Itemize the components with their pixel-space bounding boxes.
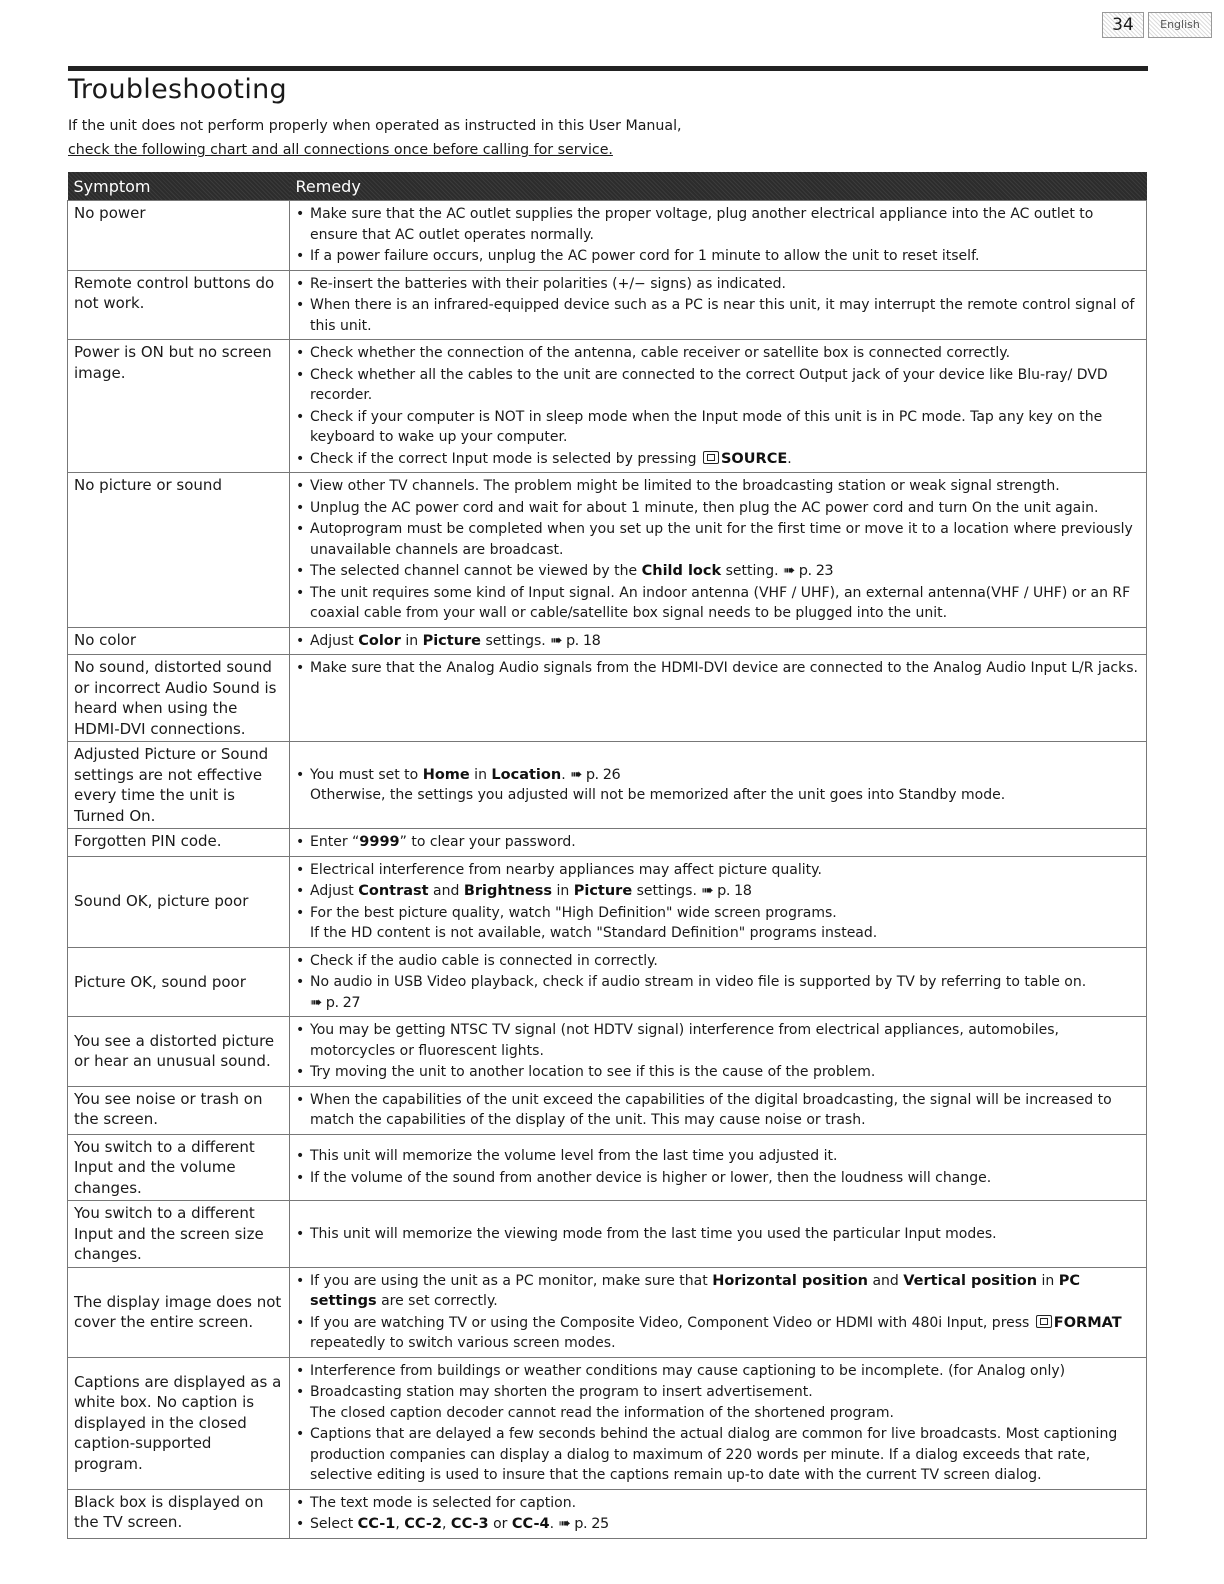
table-row (68, 201, 1147, 271)
table-row (68, 1489, 1147, 1538)
language-label: English (1148, 12, 1212, 38)
keyword: CC-2 (404, 1516, 443, 1532)
remedy-list (296, 476, 1140, 624)
table-row (68, 270, 1147, 340)
table-row (68, 627, 1147, 655)
keyword: CC-4 (511, 1516, 550, 1532)
header-remedy: Remedy (290, 172, 1147, 201)
remedy-cell (290, 1201, 1147, 1268)
format-icon (1036, 1315, 1052, 1328)
remedy-list (296, 631, 1140, 652)
remedy-cell (290, 1017, 1147, 1087)
table-row (68, 340, 1147, 473)
remedy-cell (290, 742, 1147, 829)
continuation-text: The closed caption decoder cannot read the information of the shortened program. (310, 1404, 894, 1421)
header-symptom: Symptom (68, 172, 290, 201)
table-row (68, 1134, 1147, 1201)
intro-line-2: check the following chart and all connections once before calling for service. (68, 142, 613, 158)
remedy-item: • When there is an infrared-equipped device such as a PC is near this unit, it may interrupt the remote control signal of this unit. (296, 295, 1140, 336)
remedy-item: • Make sure that the Analog Audio signals from the HDMI-DVI device are connected to the Analog Audio Input L/R jacks. (296, 658, 1140, 679)
keyword: 9999 (359, 834, 400, 850)
remedy-item: • View other TV channels. The problem might be limited to the broadcasting station or weak signal strength. (296, 476, 1140, 497)
continuation-text: Otherwise, the settings you adjusted will not be memorized after the unit goes into Standby mode. (310, 787, 1006, 803)
table-header-row (68, 172, 1147, 201)
table-row (68, 1201, 1147, 1268)
keyword: CC-1 (357, 1516, 396, 1532)
remedy-item: • Autoprogram must be completed when you set up the unit for the first time or move it to a location where previously unavailable channels are broadcast. (296, 519, 1140, 560)
keyword: Contrast (358, 883, 429, 899)
remedy-list (296, 1090, 1140, 1131)
remedy-list (296, 658, 1140, 679)
keyword: Vertical position (903, 1272, 1038, 1289)
page-tab (1102, 12, 1212, 38)
remedy-cell (290, 627, 1147, 655)
table-row (68, 742, 1147, 829)
remedy-item: • For the best picture quality, watch "High Definition" wide screen programs. If the HD content is not available, watch "Standard Definition" programs instead. (296, 903, 1140, 944)
remedy-cell (290, 947, 1147, 1017)
remedy-list (296, 765, 1140, 806)
remedy-item: • Captions that are delayed a few seconds behind the actual dialog are common for live broadcasts. Most captioning production companies can display a dialog to maximum of 220 words per minute. If a dialog exceeds that rate, selective editing is used to insure that the captions remain up-to date with the current TV screen dialog. (296, 1424, 1140, 1486)
table-row (68, 856, 1147, 947)
symptom-cell: Remote control buttons do not work. (68, 270, 290, 340)
remedy-list (296, 1361, 1140, 1486)
remedy-cell (290, 1357, 1147, 1489)
symptom-cell: No color (68, 627, 290, 655)
keyword: Picture (573, 883, 633, 899)
remedy-item: • If the volume of the sound from another device is higher or lower, then the loudness will change. (296, 1168, 1140, 1189)
remedy-item: • You may be getting NTSC TV signal (not HDTV signal) interference from electrical appliances, automobiles, motorcycles or fluorescent lights. (296, 1020, 1140, 1061)
table-row (68, 1017, 1147, 1087)
remedy-item: • Electrical interference from nearby appliances may affect picture quality. (296, 860, 1140, 881)
remedy-list (296, 1493, 1140, 1535)
table-row (68, 473, 1147, 628)
remedy-cell (290, 473, 1147, 628)
keyword: Horizontal position (712, 1272, 868, 1289)
keyword: Child lock (641, 563, 722, 579)
remedy-cell (290, 1134, 1147, 1201)
remedy-item: • Make sure that the AC outlet supplies the proper voltage, plug another electrical appliance into the AC outlet to ensure that AC outlet operates normally. (296, 204, 1140, 245)
remedy-list (296, 951, 1140, 1014)
page-reference: ➠ p. 18 (701, 883, 752, 899)
page-number: 34 (1102, 12, 1144, 38)
remedy-item: • The unit requires some kind of Input signal. An indoor antenna (VHF / UHF), an external antenna(VHF / UHF) or an RF coaxial cable from your wall or cable/satellite box signal needs to be plugged into the unit. (296, 583, 1140, 624)
remedy-item: • Try moving the unit to another location to see if this is the cause of the problem. (296, 1062, 1140, 1083)
remedy-item: • Check whether the connection of the antenna, cable receiver or satellite box is connected correctly. (296, 343, 1140, 364)
table-row (68, 947, 1147, 1017)
source-icon (703, 451, 719, 464)
keyword: Location (491, 766, 562, 783)
remedy-cell (290, 1086, 1147, 1134)
intro-line-1: If the unit does not perform properly when operated as instructed in this User Manual, (68, 118, 682, 134)
remedy-item: • If a power failure occurs, unplug the AC power cord for 1 minute to allow the unit to reset itself. (296, 246, 1140, 267)
remedy-item: • Adjust Color in Picture settings. ➠ p. 18 (296, 631, 1140, 652)
continuation-text: If the HD content is not available, watch "Standard Definition" programs instead. (310, 925, 878, 941)
remedy-cell (290, 1267, 1147, 1357)
remedy-item: • Check if the audio cable is connected in correctly. (296, 951, 1140, 972)
keyword: SOURCE (720, 450, 788, 467)
symptom-cell: No picture or sound (68, 473, 290, 628)
symptom-cell: Forgotten PIN code. (68, 829, 290, 857)
remedy-item: • Adjust Contrast and Brightness in Picture settings. ➠ p. 18 (296, 881, 1140, 902)
page-reference: ➠ p. 25 (558, 1516, 609, 1532)
table-row (68, 1357, 1147, 1489)
symptom-cell: You see noise or trash on the screen. (68, 1086, 290, 1134)
remedy-cell (290, 270, 1147, 340)
remedy-cell (290, 340, 1147, 473)
remedy-item: • This unit will memorize the volume level from the last time you adjusted it. (296, 1146, 1140, 1167)
table-row (68, 1267, 1147, 1357)
remedy-cell (290, 201, 1147, 271)
symptom-cell: No power (68, 201, 290, 271)
symptom-cell: Power is ON but no screen image. (68, 340, 290, 473)
remedy-list (296, 1224, 1140, 1245)
remedy-item: • Re-insert the batteries with their polarities (+/− signs) as indicated. (296, 274, 1140, 295)
remedy-cell (290, 829, 1147, 857)
symptom-cell: Sound OK, picture poor (68, 856, 290, 947)
remedy-item: • If you are watching TV or using the Composite Video, Component Video or HDMI with 480i Input, press FORMAT repeatedly to switch various screen modes. (296, 1313, 1140, 1354)
keyword: CC-3 (450, 1516, 489, 1532)
troubleshooting-table (67, 172, 1147, 1539)
keyword: Color (358, 632, 401, 649)
keyword: Brightness (463, 883, 553, 899)
symptom-cell: You switch to a different Input and the screen size changes. (68, 1201, 290, 1268)
keyword: PC settings (310, 1272, 1081, 1309)
table-row (68, 829, 1147, 857)
remedy-item: • When the capabilities of the unit exceed the capabilities of the digital broadcasting, the signal will be increased to match the capabilities of the display of the unit. This may cause noise or trash. (296, 1090, 1140, 1131)
table-row (68, 1086, 1147, 1134)
page-title: Troubleshooting (68, 74, 287, 105)
table-row (68, 655, 1147, 742)
header-rule (68, 66, 1148, 71)
remedy-item: • The selected channel cannot be viewed by the Child lock setting. ➠ p. 23 (296, 561, 1140, 582)
page-reference: ➠ p. 18 (550, 632, 601, 649)
remedy-item: • Check if the correct Input mode is selected by pressing SOURCE. (296, 449, 1140, 470)
symptom-cell: The display image does not cover the entire screen. (68, 1267, 290, 1357)
remedy-cell (290, 856, 1147, 947)
remedy-list (296, 1146, 1140, 1188)
remedy-item: • Check if your computer is NOT in sleep mode when the Input mode of this unit is in PC mode. Tap any key on the keyboard to wake up your computer. (296, 407, 1140, 448)
symptom-cell: Captions are displayed as a white box. No caption is displayed in the closed caption-supported program. (68, 1357, 290, 1489)
remedy-list (296, 204, 1140, 267)
symptom-cell: Black box is displayed on the TV screen. (68, 1489, 290, 1538)
remedy-item: • Check whether all the cables to the unit are connected to the correct Output jack of your device like Blu-ray/ DVD recorder. (296, 365, 1140, 406)
keyword: Home (422, 766, 470, 783)
remedy-item: • Interference from buildings or weather conditions may cause captioning to be incomplete. (for Analog only) (296, 1361, 1140, 1382)
remedy-list (296, 274, 1140, 337)
remedy-item: • This unit will memorize the viewing mode from the last time you used the particular Input modes. (296, 1224, 1140, 1245)
symptom-cell: Adjusted Picture or Sound settings are not effective every time the unit is Turned On. (68, 742, 290, 829)
remedy-list (296, 343, 1140, 469)
keyword: FORMAT (1053, 1314, 1122, 1331)
remedy-list (296, 1020, 1140, 1083)
page-reference: ➠ p. 26 (570, 766, 621, 783)
remedy-item: • Unplug the AC power cord and wait for about 1 minute, then plug the AC power cord and turn On the unit again. (296, 498, 1140, 519)
remedy-item: • If you are using the unit as a PC monitor, make sure that Horizontal position and Vertical position in PC settings are set correctly. (296, 1271, 1140, 1312)
page-reference: ➠ p. 27 (310, 994, 361, 1011)
remedy-item: • Enter “9999” to clear your password. (296, 832, 1140, 853)
symptom-cell: You switch to a different Input and the volume changes. (68, 1134, 290, 1201)
page-reference: ➠ p. 23 (783, 563, 834, 579)
remedy-item: • Select CC-1, CC-2, CC-3 or CC-4. ➠ p. 25 (296, 1514, 1140, 1535)
remedy-list (296, 860, 1140, 944)
remedy-list (296, 1271, 1140, 1354)
keyword: Picture (422, 632, 482, 649)
remedy-item: • You must set to Home in Location. ➠ p. 26 Otherwise, the settings you adjusted will not be memorized after the unit goes into Standby mode. (296, 765, 1140, 806)
symptom-cell: You see a distorted picture or hear an unusual sound. (68, 1017, 290, 1087)
remedy-cell (290, 655, 1147, 742)
remedy-item: • Broadcasting station may shorten the program to insert advertisement. The closed caption decoder cannot read the information of the shortened program. (296, 1382, 1140, 1423)
symptom-cell: Picture OK, sound poor (68, 947, 290, 1017)
remedy-item: • No audio in USB Video playback, check if audio stream in video file is supported by TV by referring to table on. ➠ p. 27 (296, 972, 1140, 1013)
remedy-cell (290, 1489, 1147, 1538)
remedy-item: • The text mode is selected for caption. (296, 1493, 1140, 1514)
remedy-list (296, 832, 1140, 853)
symptom-cell: No sound, distorted sound or incorrect Audio Sound is heard when using the HDMI-DVI connections. (68, 655, 290, 742)
